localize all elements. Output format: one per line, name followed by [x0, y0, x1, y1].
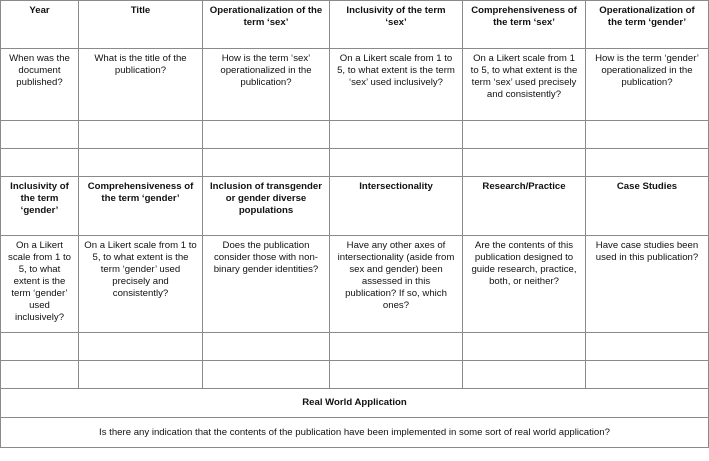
header-comprehensiveness-gender: Comprehensiveness of the term ‘gender’	[79, 177, 203, 236]
question-comprehensiveness-gender: On a Likert scale from 1 to 5, to what extent is the term ‘gender’ used precisely and consistently?	[79, 236, 203, 333]
question-case-studies: Have case studies been used in this publication?	[586, 236, 709, 333]
empty-cell	[463, 361, 586, 389]
header-inclusivity-gender: Inclusivity of the term ‘gender’	[1, 177, 79, 236]
empty-cell	[586, 333, 709, 361]
empty-cell	[203, 333, 330, 361]
empty-cell	[330, 149, 463, 177]
empty-cell	[463, 149, 586, 177]
real-world-header-row	[1, 389, 709, 418]
empty-cell	[1, 361, 79, 389]
header-row-1	[1, 1, 709, 49]
header-inclusivity-sex: Inclusivity of the term ‘sex’	[330, 1, 463, 49]
empty-cell	[1, 121, 79, 149]
empty-cell	[463, 333, 586, 361]
question-year: When was the document published?	[1, 49, 79, 121]
empty-cell	[330, 121, 463, 149]
question-inclusivity-gender: On a Likert scale from 1 to 5, to what extent is the term ‘gender’ used inclusively?	[1, 236, 79, 333]
header-title: Title	[79, 1, 203, 49]
header-case-studies: Case Studies	[586, 177, 709, 236]
empty-row	[1, 361, 709, 389]
question-operationalization-gender: How is the term ‘gender’ operationalized in the publication?	[586, 49, 709, 121]
empty-cell	[330, 333, 463, 361]
header-comprehensiveness-sex: Comprehensiveness of the term ‘sex’	[463, 1, 586, 49]
real-world-question-row	[1, 418, 709, 448]
empty-cell	[586, 149, 709, 177]
header-operationalization-sex: Operationalization of the term ‘sex’	[203, 1, 330, 49]
empty-cell	[463, 121, 586, 149]
header-inclusion-transgender: Inclusion of transgender or gender diverse populations	[203, 177, 330, 236]
header-operationalization-gender: Operationalization of the term ‘gender’	[586, 1, 709, 49]
header-research-practice: Research/Practice	[463, 177, 586, 236]
empty-row	[1, 149, 709, 177]
question-research-practice: Are the contents of this publication designed to guide research, practice, both, or neither?	[463, 236, 586, 333]
question-real-world-application: Is there any indication that the contents of the publication have been implemented in some sort of real world application?	[1, 418, 709, 448]
question-intersectionality: Have any other axes of intersectionality (aside from sex and gender) been assessed in this publication? If so, which ones?	[330, 236, 463, 333]
question-title: What is the title of the publication?	[79, 49, 203, 121]
header-row-2	[1, 177, 709, 236]
header-real-world-application: Real World Application	[1, 389, 709, 418]
question-operationalization-sex: How is the term ‘sex’ operationalized in the publication?	[203, 49, 330, 121]
empty-cell	[79, 361, 203, 389]
empty-cell	[79, 121, 203, 149]
empty-cell	[79, 149, 203, 177]
empty-cell	[203, 361, 330, 389]
header-year: Year	[1, 1, 79, 49]
empty-cell	[79, 333, 203, 361]
question-row-1	[1, 49, 709, 121]
empty-cell	[203, 121, 330, 149]
empty-cell	[1, 149, 79, 177]
header-intersectionality: Intersectionality	[330, 177, 463, 236]
question-comprehensiveness-sex: On a Likert scale from 1 to 5, to what extent is the term ‘sex’ used precisely and consistently?	[463, 49, 586, 121]
empty-cell	[1, 333, 79, 361]
question-row-2	[1, 236, 709, 333]
question-inclusivity-sex: On a Likert scale from 1 to 5, to what extent is the term ‘sex’ used inclusively?	[330, 49, 463, 121]
empty-cell	[203, 149, 330, 177]
empty-cell	[586, 121, 709, 149]
empty-cell	[586, 361, 709, 389]
empty-row	[1, 333, 709, 361]
question-inclusion-transgender: Does the publication consider those with non-binary gender identities?	[203, 236, 330, 333]
empty-row	[1, 121, 709, 149]
empty-cell	[330, 361, 463, 389]
